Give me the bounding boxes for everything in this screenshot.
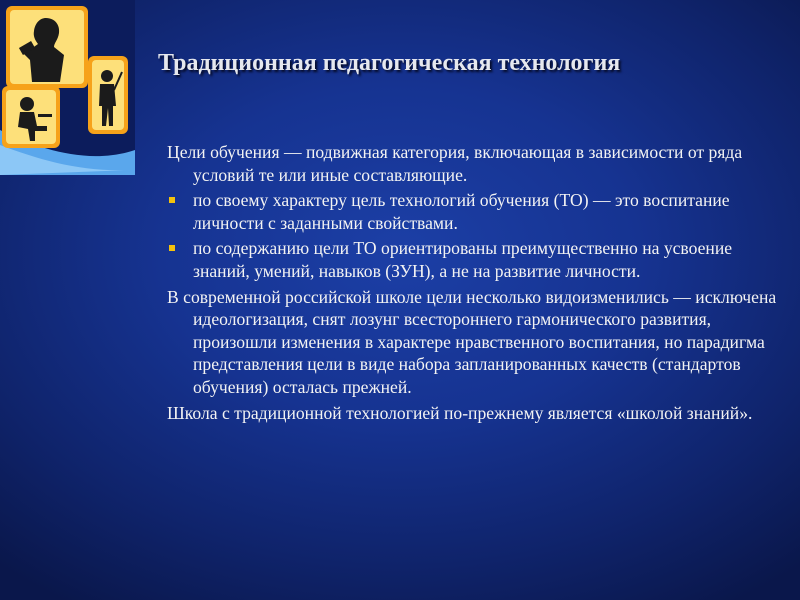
bullet-text: по своему характеру цель технологий обучения (ТО) — это воспитание личности с заданными свойствами. [193, 190, 730, 233]
bullet-item-content [167, 237, 777, 282]
education-clipart [0, 0, 135, 175]
body-paragraph-goals: Цели обучения — подвижная категория, включающая в зависимости от ряда условий те или иные составляющие. [167, 142, 743, 185]
body-paragraph-knowledge-school: Школа с традиционной технологией по-прежнему является «школой знаний». [167, 402, 753, 423]
slide-body [167, 141, 777, 427]
slide-title: Традиционная педагогическая технология [158, 50, 621, 76]
body-paragraph-modern-school: В современной российской школе цели несколько видоизменились — исключена идеологизация, снят лозунг всестороннего гармонического развития, произошли изменения в характере нравственного воспитания, но парадигма представления цели в виде набора запланированных качеств (стандартов обучения) осталась прежней. [167, 286, 777, 397]
bullet-item-character [167, 189, 777, 234]
bullet-text: по содержанию цели ТО ориентированы преимущественно на усвоение знаний, умений, навыков (ЗУН), а не на развитие личности. [193, 238, 733, 281]
education-clipart-icon [0, 0, 135, 175]
square-bullet-icon [169, 197, 175, 203]
square-bullet-icon [169, 245, 175, 251]
